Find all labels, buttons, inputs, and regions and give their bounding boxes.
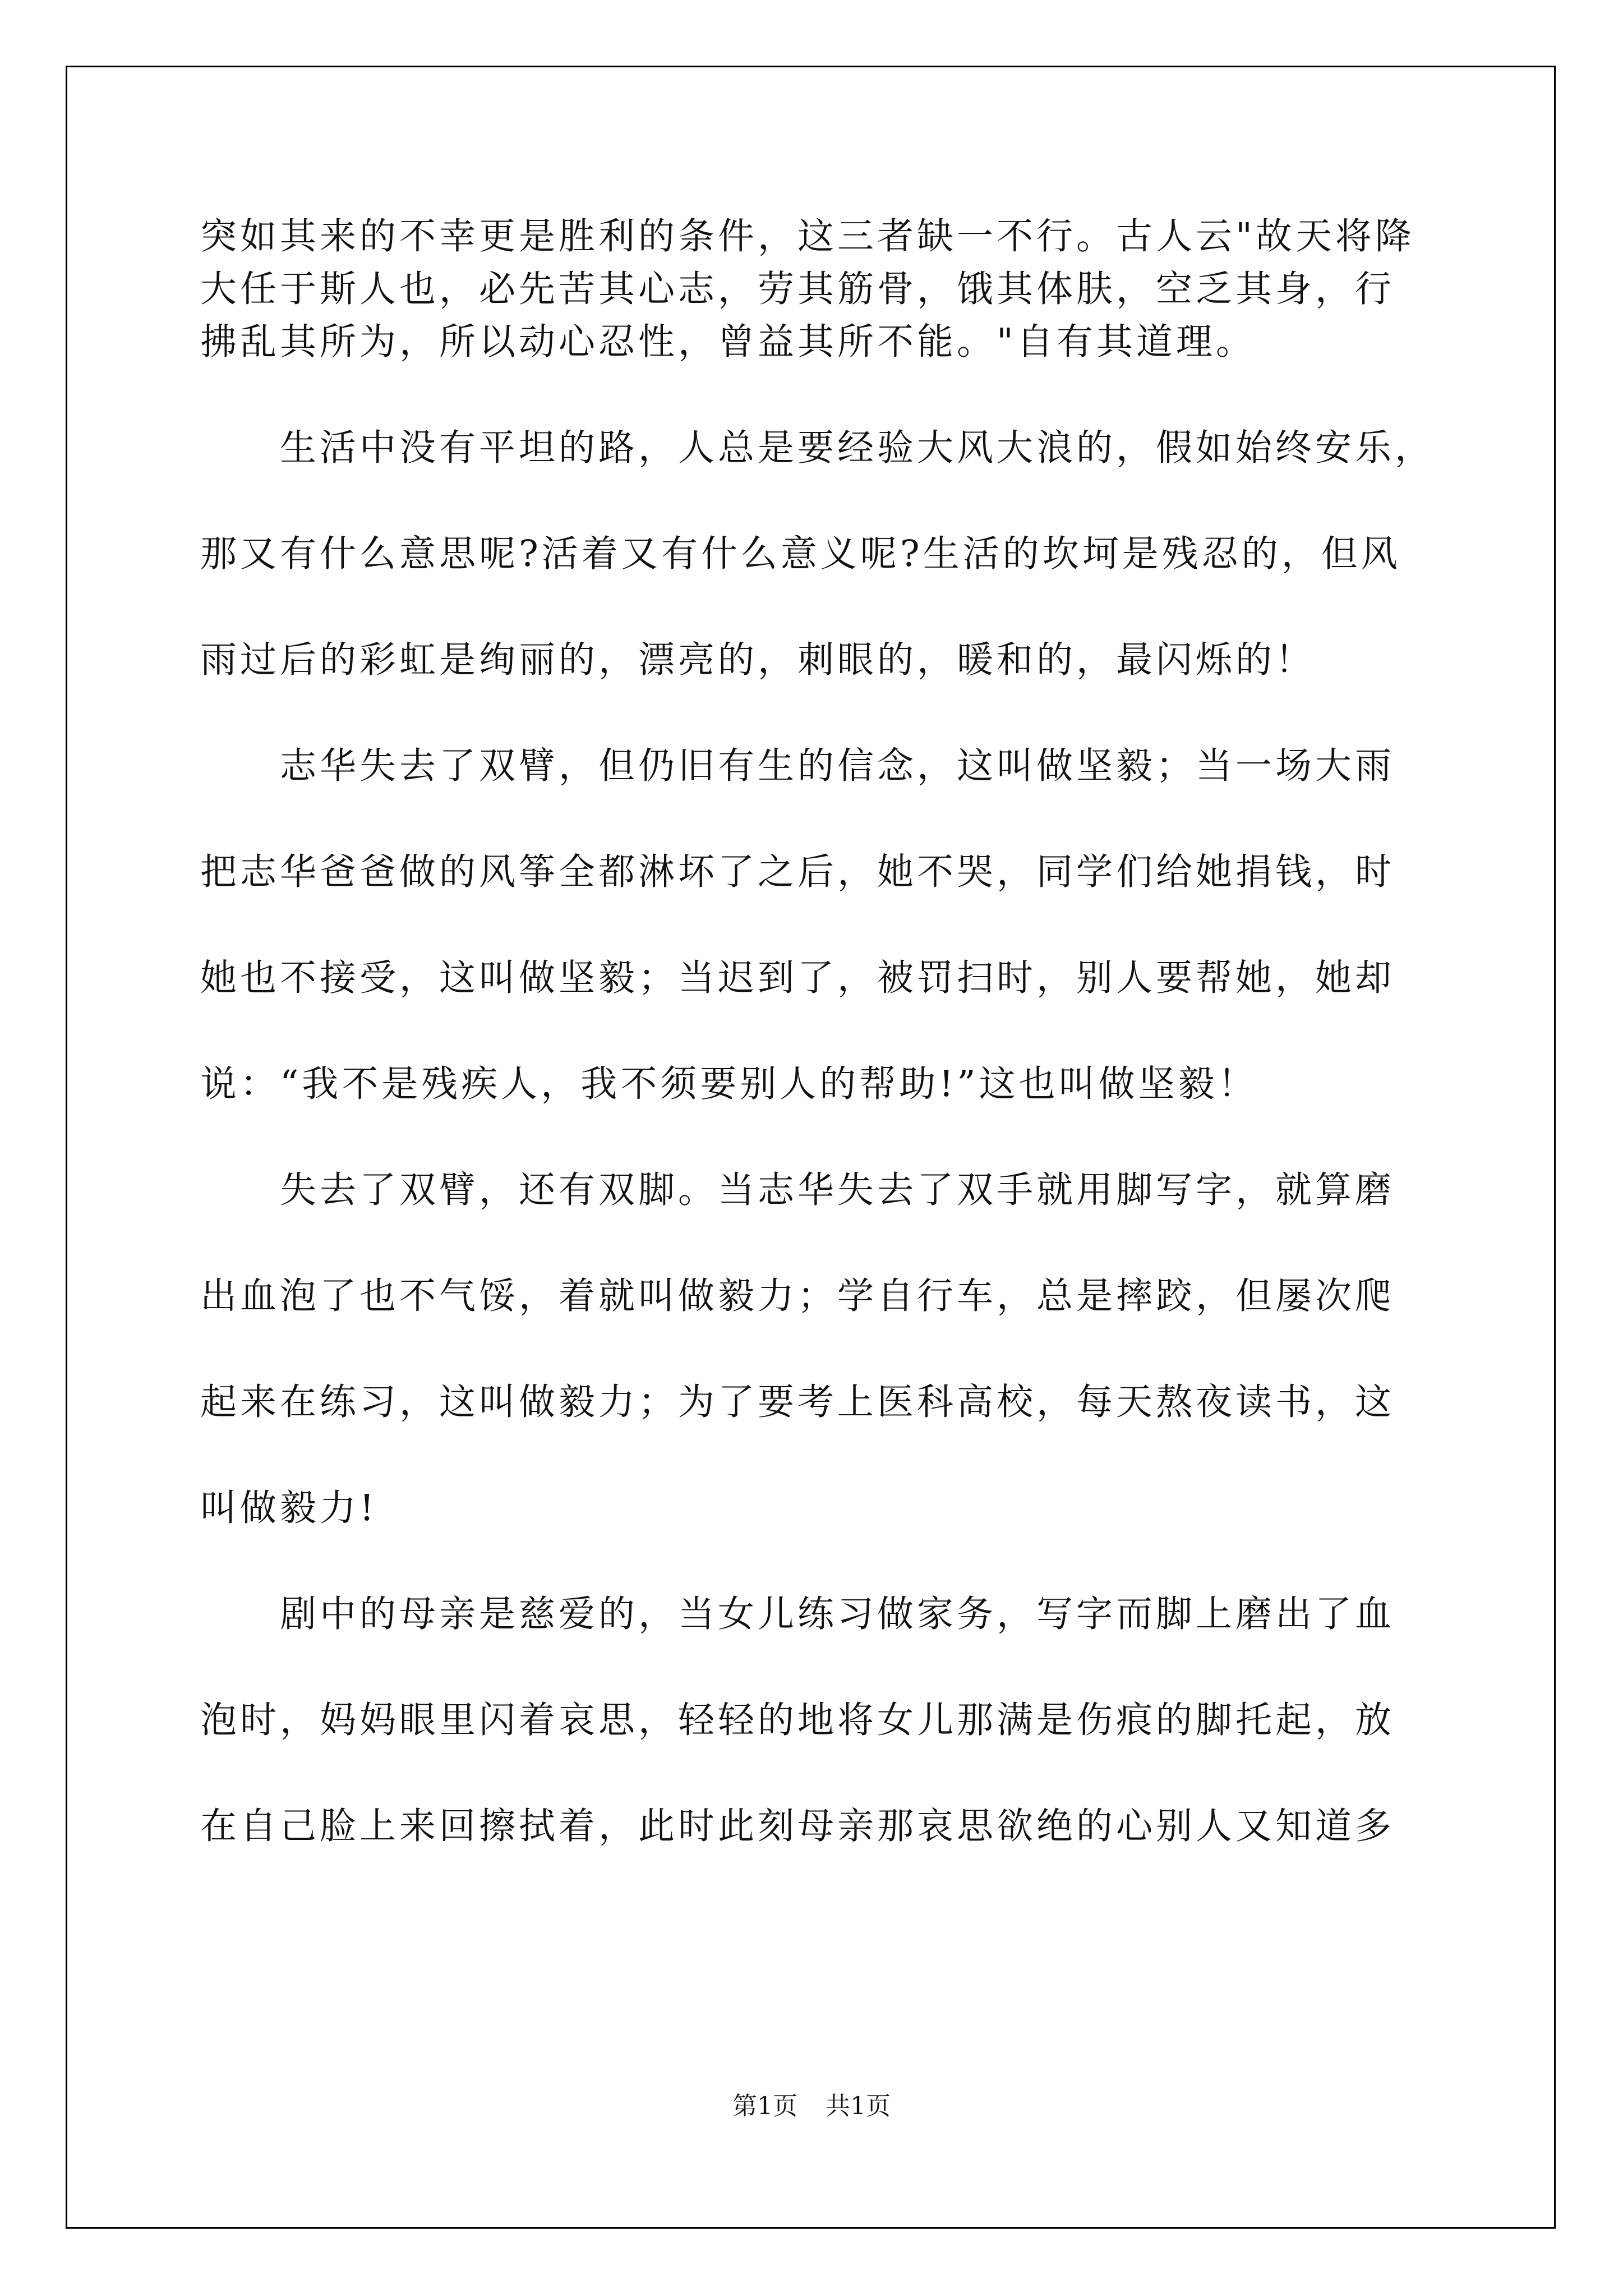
paragraph-2 <box>200 422 1434 687</box>
text-line: 剧中的母亲是慈爱的，当女儿练习做家务，写字而脚上磨出了血 <box>200 1593 1395 1635</box>
text-line: 出血泡了也不气馁，着就叫做毅力；学自行车，总是摔跤，但屡次爬 <box>200 1275 1395 1317</box>
page-footer <box>0 2086 1623 2122</box>
paragraph-1 <box>200 210 1434 369</box>
text-line: 把志华爸爸做的风筝全都淋坏了之后，她不哭，同学们给她捐钱，时 <box>200 851 1395 893</box>
text-line: 失去了双臂，还有双脚。当志华失去了双手就用脚写字，就算磨 <box>200 1169 1395 1211</box>
text-line: 拂乱其所为，所以动心忍性，曾益其所不能。"自有其道理。 <box>200 321 1256 363</box>
paragraph-5 <box>200 1588 1434 1853</box>
text-line: 在自己脸上来回擦拭着，此时此刻母亲那哀思欲绝的心别人又知道多 <box>200 1805 1395 1847</box>
text-line: 志华失去了双臂，但仍旧有生的信念，这叫做坚毅；当一场大雨 <box>200 745 1395 787</box>
text-line: 她也不接受，这叫做坚毅；当迟到了，被罚扫时，别人要帮她，她却 <box>200 957 1395 999</box>
text-line: 雨过后的彩虹是绚丽的，漂亮的，刺眼的，暖和的，最闪烁的！ <box>200 639 1316 681</box>
text-line: 说：“我不是残疾人，我不须要别人的帮助!”这也叫做坚毅！ <box>200 1063 1258 1105</box>
text-line: 那又有什么意思呢?活着又有什么意义呢?生活的坎坷是残忍的，但风 <box>200 533 1401 575</box>
paragraph-4 <box>200 1164 1434 1535</box>
text-line: 大任于斯人也，必先苦其心志，劳其筋骨，饿其体肤，空乏其身，行 <box>200 268 1395 310</box>
document-body <box>200 210 1434 1853</box>
text-line: 叫做毅力! <box>200 1487 378 1529</box>
text-line: 生活中没有平坦的路，人总是要经验大风大浪的，假如始终安乐， <box>200 427 1435 469</box>
text-line: 起来在练习，这叫做毅力；为了要考上医科高校，每天熬夜读书，这 <box>200 1381 1395 1423</box>
page-total: 共1页 <box>826 2092 891 2120</box>
paragraph-3 <box>200 740 1434 1111</box>
text-line: 泡时，妈妈眼里闪着哀思，轻轻的地将女儿那满是伤痕的脚托起，放 <box>200 1699 1395 1741</box>
text-line: 突如其来的不幸更是胜利的条件，这三者缺一不行。古人云"故天将降 <box>200 215 1415 257</box>
page-number: 第1页 <box>732 2092 797 2120</box>
